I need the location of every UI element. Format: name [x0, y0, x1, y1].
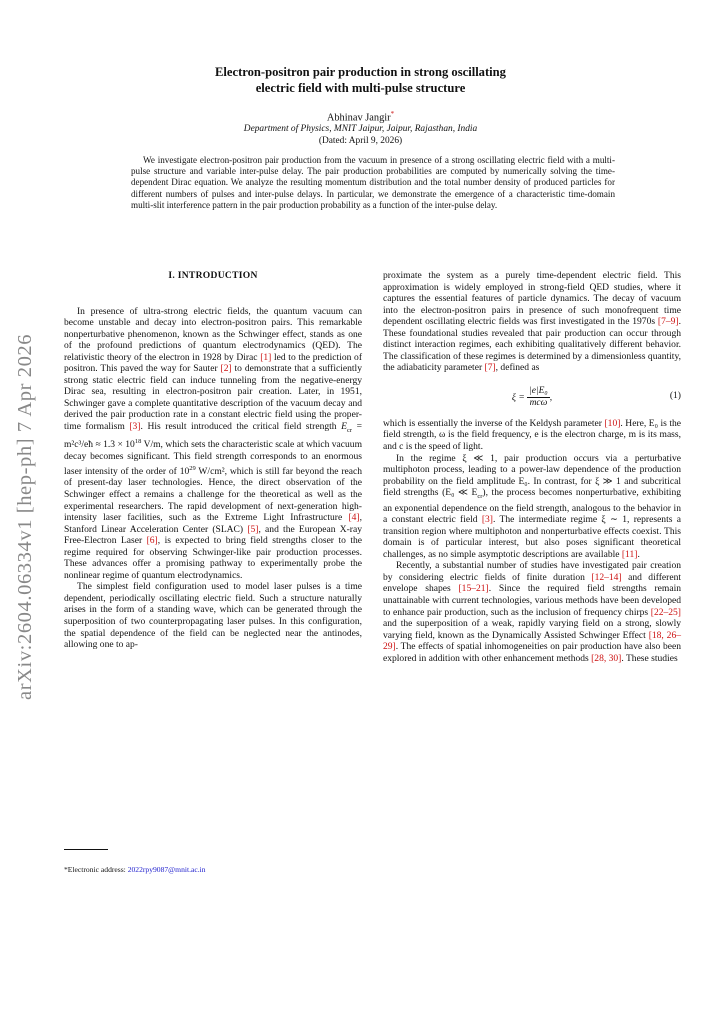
citation-link[interactable]: [3]	[129, 421, 141, 433]
left-column	[64, 270, 362, 651]
right-column	[383, 270, 681, 664]
citation-link[interactable]: [28, 30]	[591, 652, 622, 664]
citation-link[interactable]: [5]	[247, 523, 259, 535]
email-link[interactable]: 2022rpy9087@mnit.ac.in	[127, 865, 206, 874]
intro-paragraph-5: In the regime ξ ≪ 1, pair production occurs via a perturbative multiphoton process, leading to a power-law dependence of the production probability on the field amplitude E₀. In contrast, for ξ ≫ 1 and subcritical field strengths (E₀ ≪ $E_{cr}$), the process becomes nonperturbative, exhibiting an exponential dependence on the field strength, analogous to the behavior in a constant electric field [3]. The intermediate regime ξ ∼ 1, represents a transition region where multiphoton and nonperturbative effects coexist. This domain is of particular interest, but also poses significant theoretical challenges, as no simple asymptotic descriptions are available [11].	[383, 452, 681, 560]
citation-link[interactable]: [2]	[220, 363, 232, 375]
intro-paragraph-6: Recently, a substantial number of studies have investigated pair creation by considering electric fields of finite duration [12–14] and different envelope shapes [15–21]. Since the required field strengths remain unattainable with current technologies, various methods have been developed to enhance pair production, such as the inclusion of frequency chirps [22–25] and the superposition of a weak, rapidly varying field on a strong, slowly varying field, known as the Dynamically Assisted Schwinger Effect [18, 26–29]. The effects of spatial inhomogeneities on pair production have also been explored in addition with other enhancement methods [28, 30]. These studies	[383, 560, 682, 664]
citation-link[interactable]: [22–25]	[650, 606, 681, 618]
intro-paragraph-4: which is essentially the inverse of the Keldysh parameter [10]. Here, E₀ is the field strength, ω is the field frequency, e is the electron charge, m is its mass, and c is the speed of light.	[383, 417, 681, 453]
equation-number: (1)	[669, 389, 681, 401]
citation-link[interactable]: [12–14]	[591, 571, 622, 583]
footnote	[64, 865, 364, 874]
citation-link[interactable]: [7]	[484, 362, 496, 374]
section-heading: I. INTRODUCTION	[168, 270, 258, 281]
citation-link[interactable]: [3]	[481, 514, 493, 526]
citation-link[interactable]: [15–21]	[458, 583, 489, 595]
intro-paragraph-3: proximate the system as a purely time-dependent electric field. This approximation is widely employed in strong-field QED studies, where it captures the essential features of particle dynamics. The decay of vacuum into the electron-positron pairs in presence of such monofrequent time dependent oscillating electric fields was first investigated in the 1970s [7–9]. These foundational studies revealed that pair production can occur through distinct interaction regimes, each exhibiting qualitatively different behavior. The classification of these regimes is determined by a dimensionless quantity, the adiabaticity parameter [7], defined as	[383, 270, 681, 374]
arxiv-identifier: arXiv:2604.06334v1 [hep-ph] 7 Apr 2026	[14, 333, 36, 700]
citation-link[interactable]: [6]	[146, 535, 158, 547]
author-line	[120, 110, 601, 123]
citation-link[interactable]: [1]	[260, 351, 272, 363]
author-name: Abhinav Jangir	[326, 112, 391, 124]
citation-link[interactable]: [10]	[604, 417, 621, 429]
equation-1	[383, 380, 681, 414]
equation-fraction: $\frac{\text{|e|E₀}}{\text{mcω}}$	[529, 385, 548, 409]
citation-link[interactable]: [18, 26–29]	[383, 629, 681, 653]
date-line: (Dated: April 9, 2026)	[318, 136, 403, 146]
citation-link[interactable]: [4]	[348, 512, 360, 524]
intro-paragraph-2: The simplest field configuration used to model laser pulses is a time dependent, periodically oscillating electric field. Such a structure naturally arises in the form of a standing wave, which can be generated through the superposition of two counterpropagating laser pulses. In this configuration, the spatial dependence of the field can be neglected near the antinodes, allowing one to ap-	[64, 581, 362, 651]
abstract: We investigate electron-positron pair production from the vacuum in presence of a strong oscillating electric field with a multi-pulse structure and variable inter-pulse delay. The pair production probabilities are computed by numerically solving the time-dependent Dirac equation. We analyze the resulting momentum distribution and the total number density of produced particles for different numbers of pulses and inter-pulse delays. In particular, we demonstrate the emergence of a characteristic time-domain multi-slit interference pattern in the pair production probability as a function of the inter-pulse delay.	[131, 155, 615, 210]
affiliation: Department of Physics, MNIT Jaipur, Jaipur, Rajasthan, India	[243, 124, 478, 134]
title-line-1: Electron-positron pair production in strong oscillating	[215, 65, 506, 79]
citation-link[interactable]: [11]	[621, 548, 638, 560]
footnote-rule	[64, 849, 108, 850]
equation-body: ξ = $\frac{\text{|e|E₀}}{\text{mcω}}$ ,	[511, 385, 553, 409]
title-line-2: electric field with multi-pulse structure	[255, 81, 466, 95]
citation-link[interactable]: [7–9]	[657, 316, 679, 328]
paper-title	[120, 64, 601, 96]
author-footnote-mark[interactable]: *	[390, 110, 395, 118]
intro-paragraph-1: In presence of ultra-strong electric fields, the quantum vacuum can become unstable and decay into electron-positron pairs. This remarkable nonperturbative phenomenon, known as the Schwinger effect, stands as one of the profound predictions of quantum electrodynamics (QED). The relativistic theory of the electron in 1928 by Dirac [1] led to the prediction of positron. This paved the way for Sauter [2] to demonstrate that a sufficiently strong static electric field can induce tunneling from the negative-energy Dirac sea, resulting in electron-positron pair creation. Later, in 1951, Schwinger gave a complete quantitative description of the vacuum decay and derived the pair production rate in a constant electric field using the proper-time formalism [3]. His result introduced the critical field strength $E_{cr}$ = m²c³/eħ ≈ $1.3 \times 10^{18}$ V/m, which sets the characteristic scale at which vacuum decay becomes significant. This field strength corresponds to an enormous laser intensity of the order of $10^{29}$ W/cm², which is still far beyond the reach of present-day laser technologies. Hence, the direct observation of the Schwinger effect a remains a challenge for the theoretical as well as the experimental researchers. The rapid development of next-generation high-intensity laser facilities, such as the Extreme Light Infrastructure [4], Stanford Linear Acceleration Center (SLAC) [5], and the European X-ray Free-Electron Laser [6], is expected to bring field strengths closer to the regime required for observing Schwinger-like pair production processes. These advances offer a promising pathway to experimentally probe the nonlinear regime of quantum electrodynamics.	[64, 305, 362, 581]
footnote-label: *Electronic address:	[64, 865, 128, 874]
